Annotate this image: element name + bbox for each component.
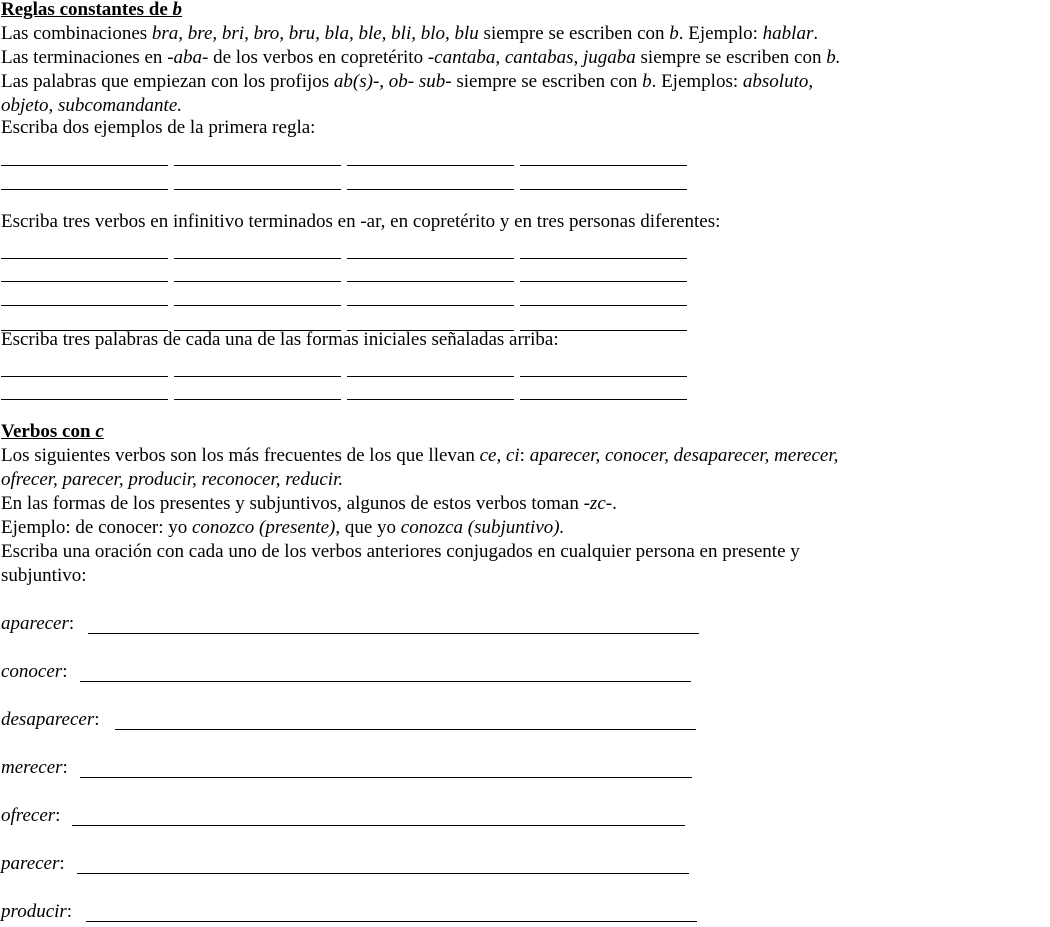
rule-3-examples: objeto, subcomandante. bbox=[1, 95, 183, 116]
section-c-instruction: Escriba una oración con cada uno de los verbos anteriores conjugados en cualquier persona en presente y bbox=[1, 541, 800, 562]
verb-name: aparecer bbox=[1, 613, 69, 634]
answer-blank[interactable] bbox=[1, 399, 168, 400]
verb-label-desaparecer: desaparecer: bbox=[1, 709, 100, 730]
answer-blank[interactable] bbox=[520, 305, 687, 306]
verb-label-conocer: conocer: bbox=[1, 661, 68, 682]
sentence-line-parecer[interactable] bbox=[77, 873, 689, 874]
answer-blank[interactable] bbox=[1, 165, 168, 166]
answer-blank[interactable] bbox=[174, 305, 341, 306]
rule-3: Las palabras que empiezan con los profijos ab(s)-, ob- sub- siempre se escriben con b. Ejemplos: absoluto, bbox=[1, 71, 814, 92]
answer-blank[interactable] bbox=[1, 258, 168, 259]
answer-blank[interactable] bbox=[520, 376, 687, 377]
answer-blank[interactable] bbox=[174, 258, 341, 259]
sentence-line-desaparecer[interactable] bbox=[115, 729, 696, 730]
rule-2: Las terminaciones en -aba- de los verbos en copretérito -cantaba, cantabas, jugaba siempre se escriben con b. bbox=[1, 47, 841, 68]
answer-blank[interactable] bbox=[1, 189, 168, 190]
verb-name: desaparecer bbox=[1, 709, 95, 730]
verb-label-merecer: merecer: bbox=[1, 757, 68, 778]
section-c-heading: Verbos con c bbox=[1, 421, 104, 442]
prompt-verbs: Escriba tres verbos en infinitivo terminados en -ar, en copretérito y en tres personas diferentes: bbox=[1, 211, 721, 232]
answer-blank[interactable] bbox=[520, 399, 687, 400]
answer-blank[interactable] bbox=[1, 281, 168, 282]
answer-blank[interactable] bbox=[347, 258, 514, 259]
section-c-instruction-cont: subjuntivo: bbox=[1, 565, 87, 586]
answer-blank[interactable] bbox=[174, 399, 341, 400]
verb-label-parecer: parecer: bbox=[1, 853, 65, 874]
section-c-forms: En las formas de los presentes y subjuntivos, algunos de estos verbos toman -zc-. bbox=[1, 493, 617, 514]
verb-label-producir: producir: bbox=[1, 901, 73, 922]
answer-blank[interactable] bbox=[174, 189, 341, 190]
verb-name: merecer bbox=[1, 757, 63, 778]
answer-blank[interactable] bbox=[347, 376, 514, 377]
sentence-line-ofrecer[interactable] bbox=[72, 825, 685, 826]
answer-blank[interactable] bbox=[1, 305, 168, 306]
section-b-heading: Reglas constantes de b bbox=[1, 0, 183, 20]
answer-blank[interactable] bbox=[1, 376, 168, 377]
verb-name: parecer bbox=[1, 853, 60, 874]
section-c-example: Ejemplo: de conocer: yo conozco (presente), que yo conozca (subjuntivo). bbox=[1, 517, 565, 538]
answer-blank[interactable] bbox=[347, 281, 514, 282]
answer-blank[interactable] bbox=[347, 165, 514, 166]
answer-blank[interactable] bbox=[347, 189, 514, 190]
answer-blank[interactable] bbox=[174, 281, 341, 282]
section-c-verbs: ofrecer, parecer, producir, reconocer, reducir. bbox=[1, 469, 344, 490]
answer-blank[interactable] bbox=[520, 165, 687, 166]
verb-label-ofrecer: ofrecer: bbox=[1, 805, 61, 826]
verb-name: ofrecer bbox=[1, 805, 56, 826]
verb-name: conocer bbox=[1, 661, 63, 682]
rule-1: Las combinaciones bra, bre, bri, bro, bru, bla, ble, bli, blo, blu siempre se escriben con b. Ejemplo: hablar. bbox=[1, 23, 819, 44]
sentence-line-merecer[interactable] bbox=[80, 777, 692, 778]
answer-blank[interactable] bbox=[520, 258, 687, 259]
answer-blank[interactable] bbox=[347, 399, 514, 400]
answer-blank[interactable] bbox=[174, 376, 341, 377]
sentence-line-producir[interactable] bbox=[86, 921, 697, 922]
answer-blank[interactable] bbox=[520, 189, 687, 190]
answer-blank[interactable] bbox=[174, 165, 341, 166]
answer-blank[interactable] bbox=[520, 281, 687, 282]
sentence-line-aparecer[interactable] bbox=[88, 633, 699, 634]
answer-blank[interactable] bbox=[347, 305, 514, 306]
prompt-first-rule: Escriba dos ejemplos de la primera regla: bbox=[1, 117, 316, 138]
section-c-intro: Los siguientes verbos son los más frecuentes de los que llevan ce, ci: aparecer, conocer, desaparecer, merecer, bbox=[1, 445, 839, 466]
verb-name: producir bbox=[1, 901, 67, 922]
verb-label-aparecer: aparecer: bbox=[1, 613, 75, 634]
sentence-line-conocer[interactable] bbox=[80, 681, 691, 682]
prompt-prefixes: Escriba tres palabras de cada una de las formas iniciales señaladas arriba: bbox=[1, 329, 559, 350]
